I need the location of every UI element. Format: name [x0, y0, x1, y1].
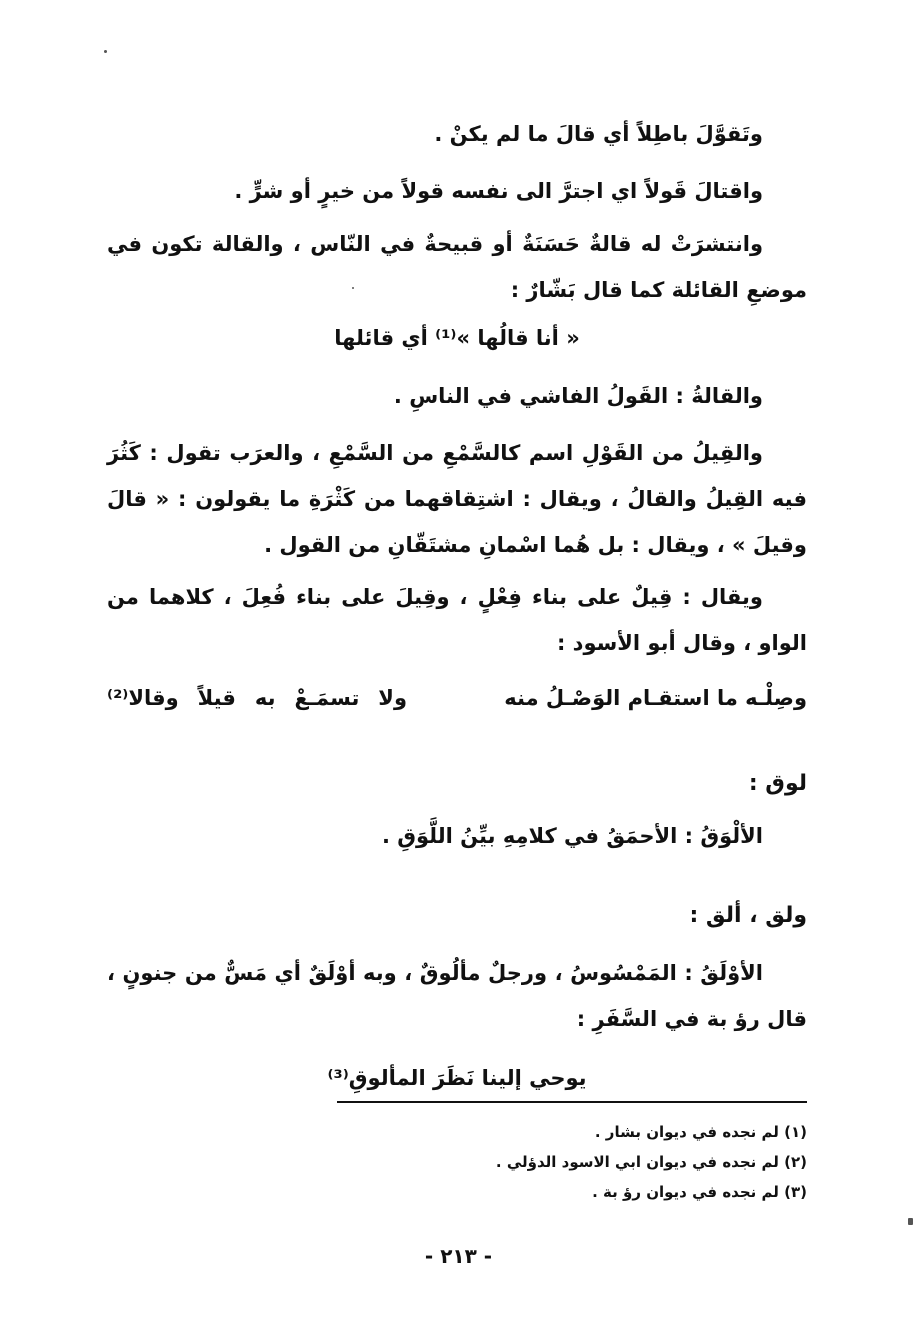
entry-heading-lwq: لوق : — [748, 771, 807, 796]
text-line-qala-def: والقالةُ : القَولُ الفاشي في الناسِ . — [393, 384, 763, 408]
verse-second-hemistich: ولا تسمَـعْ به قيلاً وقالا⁽²⁾ — [107, 686, 407, 710]
footnote-2: (٢) لم نجده في ديوان ابي الاسود الدؤلي . — [495, 1153, 807, 1171]
scan-speck — [104, 50, 107, 53]
verse-first-hemistich: وصِلْـه ما استقـام الوَصْـلُ منه — [504, 686, 807, 710]
footnote-3: (٣) لم نجده في ديوان رؤ بة . — [592, 1183, 807, 1201]
text-paragraph-qil: والقِيلُ من القَوْلِ اسم كالسَّمْعِ من السَّمْعِ ، والعرَب تقول : كَثُرَ فيه القِيلُ والقالُ ، ويقال : اشتِقاقهما من كَثْرَةِ ما يقولون : « قالَ وقيلَ » ، ويقال : بل هُما اسْمانِ مشتَقّانِ من القول . — [107, 441, 807, 557]
entry-lwq-line-1: الألْوَقُ : الأحمَقُ في كلامِهِ بيِّنُ اللَّوَقِ . — [381, 824, 763, 848]
quote-line: « أنا قالُها »⁽¹⁾ أي قائلها — [334, 326, 580, 350]
entry-wlq-line-1: الأوْلَقُ : المَمْسُوسُ ، ورجلٌ مألُوقٌ ، وبه أوْلَقٌ أي مَسٌّ من جنونٍ ، قال رؤ بة في السَّفَرِ : — [107, 961, 807, 1031]
footnote-1: (١) لم نجده في ديوان بشار . — [594, 1123, 807, 1141]
text-paragraph-qala: وانتشرَتْ له قالةٌ حَسَنَةٌ أو قبيحةٌ في النّاس ، والقالة تكون في موضعِ القائلة كما قال بَشّارٌ : — [107, 232, 807, 302]
scan-speck — [352, 287, 354, 289]
page-number: - ٢١٣ - — [424, 1244, 493, 1268]
poetry-quote-ruba: يوحي إلينا نَظَرَ المألوقِ⁽³⁾ — [327, 1066, 587, 1090]
text-line-2: واقتالَ قَولاً اي اجترَّ الى نفسه قولاً من خيرٍ أو شرٍّ . — [234, 179, 763, 203]
entry-heading-wlq: ولق ، ألق : — [689, 903, 807, 928]
footnote-separator — [337, 1101, 807, 1103]
scan-speck — [908, 1218, 913, 1225]
text-paragraph-bina: ويقال : قِيلٌ على بناء فِعْلٍ ، وقِيلَ على بناء فُعِلَ ، كلاهما من الواو ، وقال أبو الأسود : — [107, 585, 807, 655]
text-line-1: وتَقوَّلَ باطِلاً أي قالَ ما لم يكنْ . — [434, 122, 763, 146]
poetry-verse — [107, 678, 807, 718]
